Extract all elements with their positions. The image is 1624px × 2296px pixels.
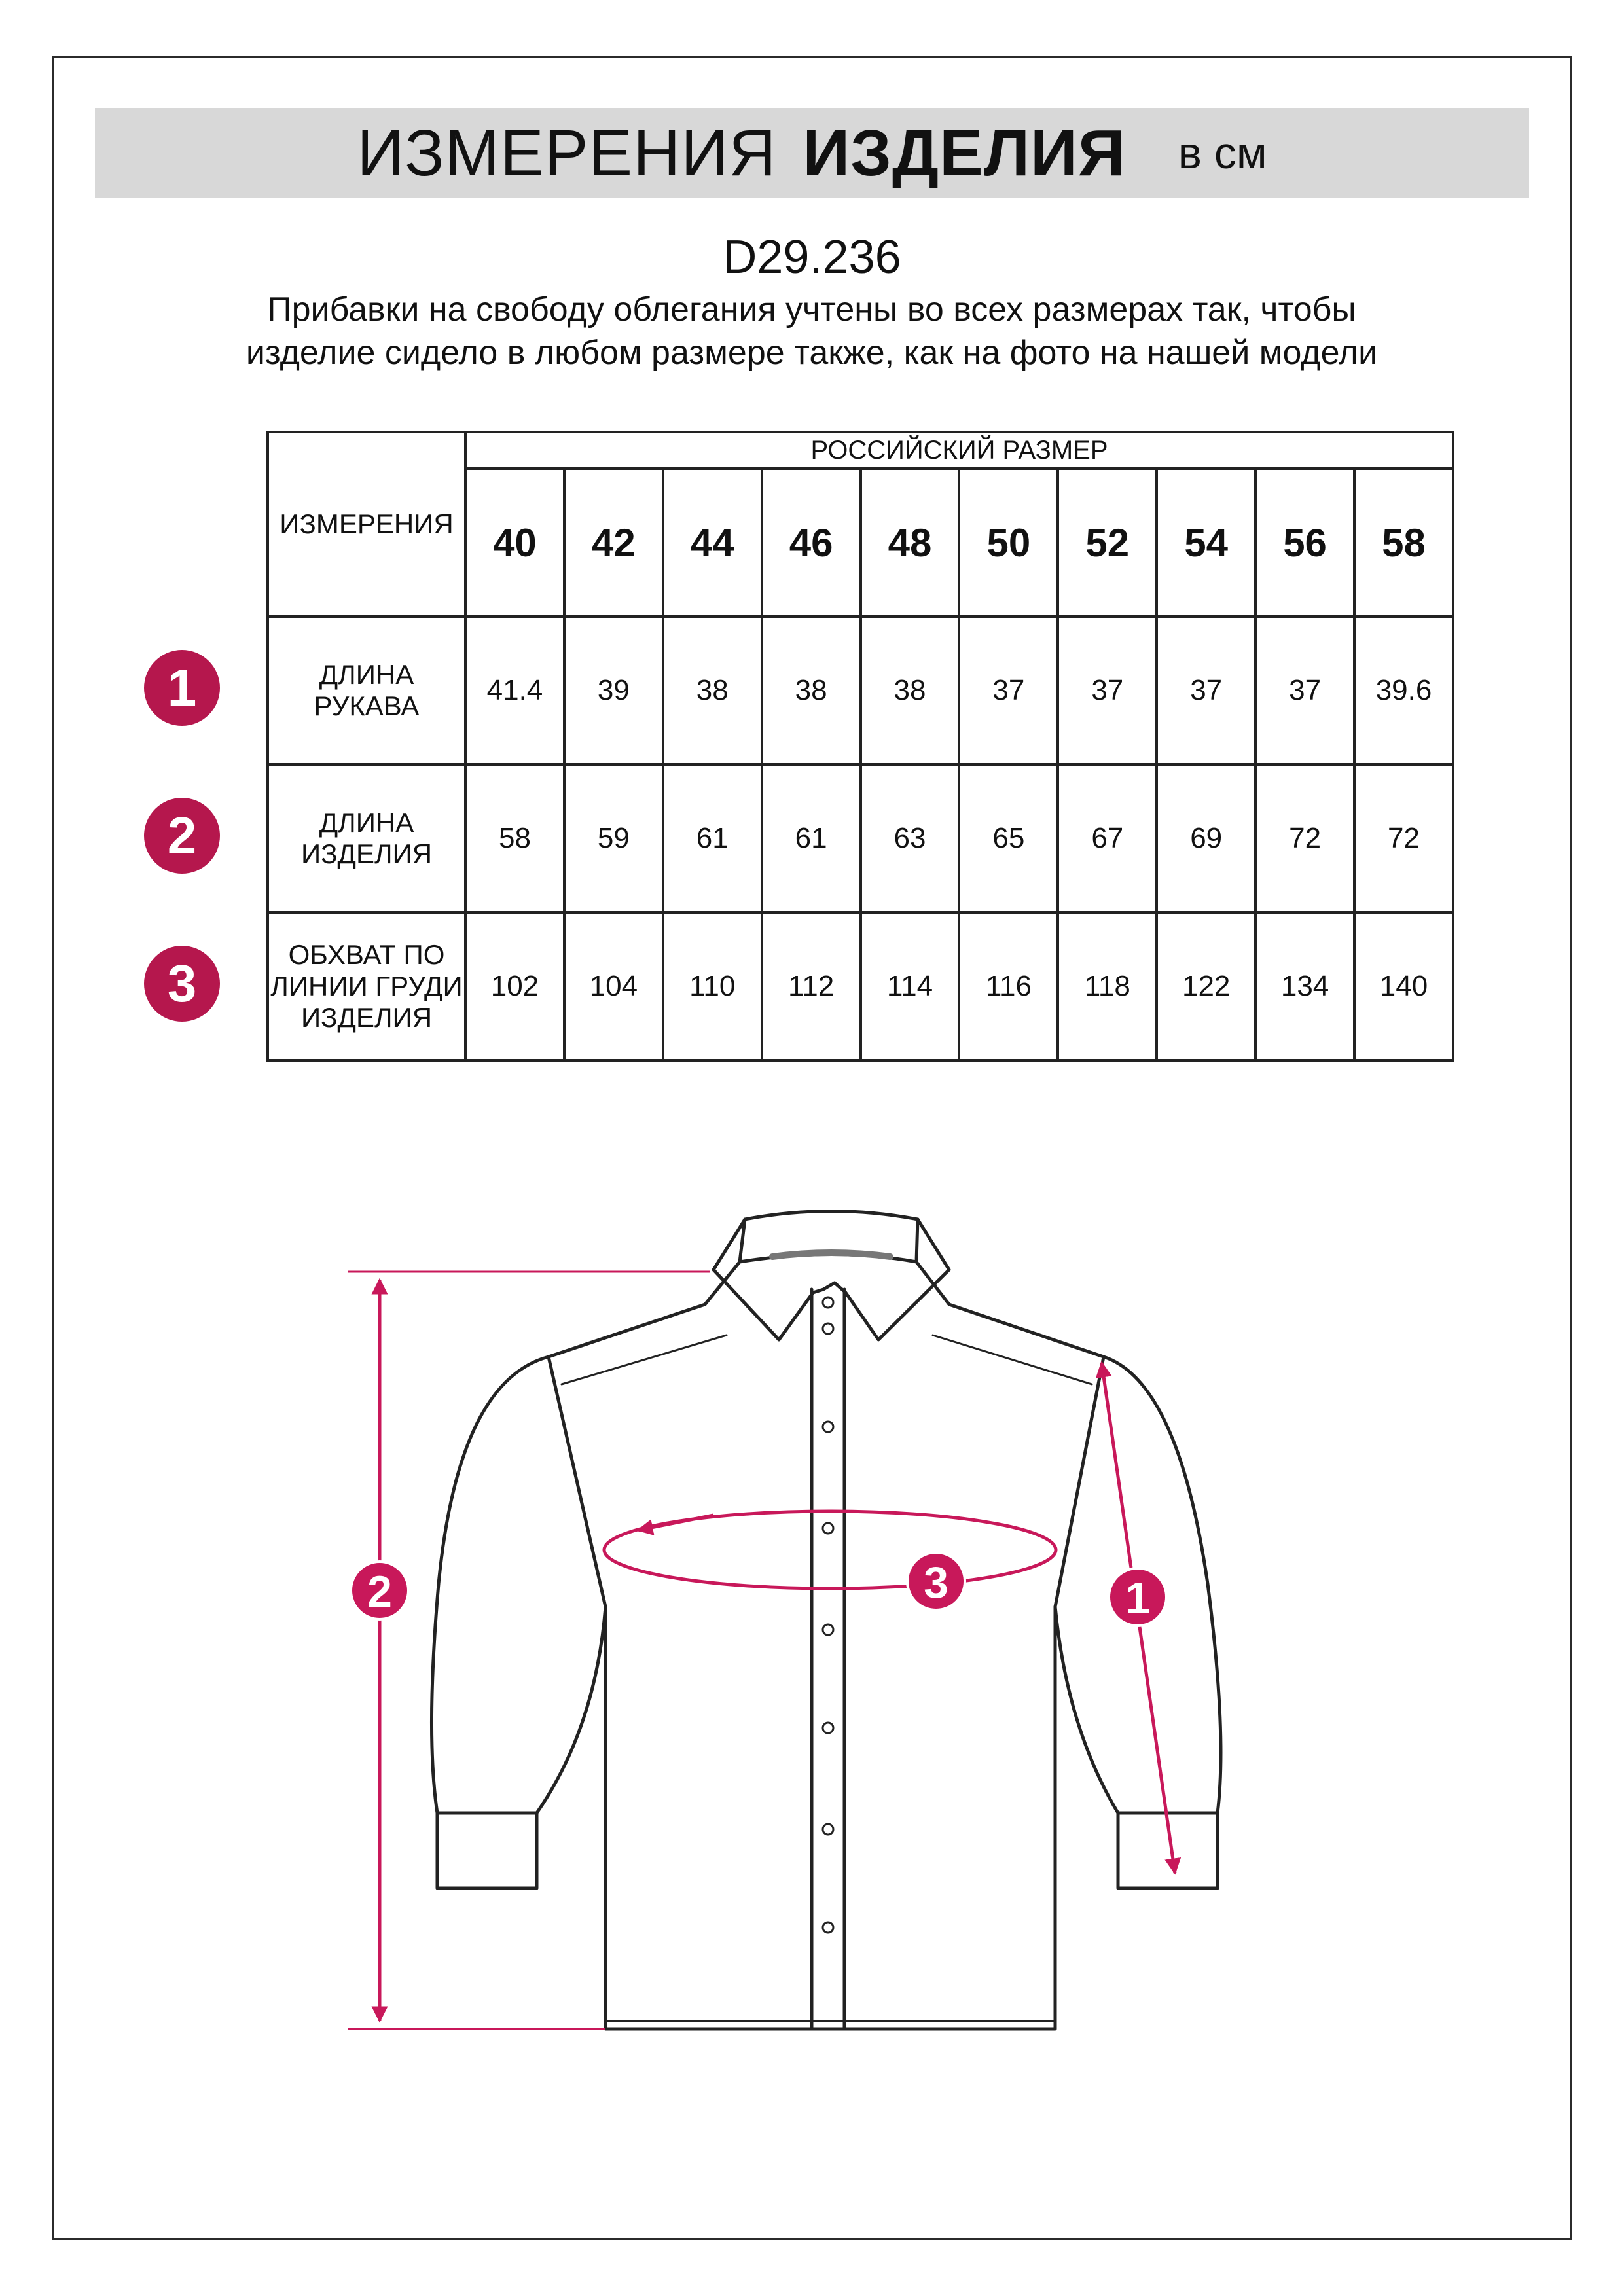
size-table: [266, 431, 1454, 1062]
cell: 39.6: [1354, 617, 1453, 764]
size-header: 42: [564, 469, 663, 617]
cell: 61: [663, 764, 762, 912]
fit-note: Прибавки на свободу облегания учтены во всех размерах так, чтобы изделие сидело в любом размере также, как на фото на нашей модели: [245, 291, 1378, 372]
row-label: ДЛИНА ИЗДЕЛИЯ: [268, 764, 465, 912]
size-header: 56: [1255, 469, 1354, 617]
cell: 112: [762, 912, 861, 1060]
corner-label: ИЗМЕРЕНИЯ: [268, 432, 465, 617]
diagram-marker-2: [351, 1562, 408, 1619]
title-part-2: ИЗДЕЛИЯ: [803, 116, 1126, 190]
row-number-badge-1: 1: [144, 650, 220, 726]
table-row: [268, 764, 1453, 912]
shirt-measurement-diagram: [0, 1113, 1624, 2094]
cell: 104: [564, 912, 663, 1060]
size-header: 50: [959, 469, 1058, 617]
page-title: [95, 108, 1529, 198]
cell: 140: [1354, 912, 1453, 1060]
cell: 37: [1255, 617, 1354, 764]
product-code: D29.236: [723, 231, 901, 283]
cell: 134: [1255, 912, 1354, 1060]
cell: 37: [959, 617, 1058, 764]
size-group-label: РОССИЙСКИЙ РАЗМЕР: [465, 432, 1453, 469]
title-unit: в см: [1178, 128, 1267, 178]
size-header: 44: [663, 469, 762, 617]
row-label: ОБХВАТ ПО ЛИНИИ ГРУДИ ИЗДЕЛИЯ: [268, 912, 465, 1060]
cell: 39: [564, 617, 663, 764]
row-label: ДЛИНА РУКАВА: [268, 617, 465, 764]
cell: 59: [564, 764, 663, 912]
cell: 58: [465, 764, 564, 912]
cell: 114: [861, 912, 960, 1060]
diagram-marker-3: [907, 1552, 965, 1610]
size-header: 46: [762, 469, 861, 617]
cell: 38: [861, 617, 960, 764]
cell: 72: [1354, 764, 1453, 912]
cell: 41.4: [465, 617, 564, 764]
cell: 61: [762, 764, 861, 912]
cell: 102: [465, 912, 564, 1060]
cell: 116: [959, 912, 1058, 1060]
cell: 67: [1058, 764, 1157, 912]
cell: 37: [1058, 617, 1157, 764]
cell: 65: [959, 764, 1058, 912]
size-header: 54: [1157, 469, 1255, 617]
diagram-marker-1: [1109, 1568, 1166, 1626]
size-header: 58: [1354, 469, 1453, 617]
cell: 37: [1157, 617, 1255, 764]
cell: 110: [663, 912, 762, 1060]
diagram-marker-3-label: 3: [924, 1558, 948, 1607]
row-number-badge-3: 3: [144, 946, 220, 1022]
diagram-marker-1-label: 1: [1125, 1573, 1150, 1623]
size-header: 48: [861, 469, 960, 617]
cell: 72: [1255, 764, 1354, 912]
cell: 63: [861, 764, 960, 912]
table-row: [268, 617, 1453, 764]
table-row: [268, 912, 1453, 1060]
row-number-badge-2: 2: [144, 798, 220, 874]
cell: 69: [1157, 764, 1255, 912]
cell: 122: [1157, 912, 1255, 1060]
size-header: 40: [465, 469, 564, 617]
cell: 38: [762, 617, 861, 764]
title-part-1: ИЗМЕРЕНИЯ: [357, 116, 777, 190]
diagram-marker-2-label: 2: [367, 1567, 392, 1617]
cell: 118: [1058, 912, 1157, 1060]
cell: 38: [663, 617, 762, 764]
size-header: 52: [1058, 469, 1157, 617]
